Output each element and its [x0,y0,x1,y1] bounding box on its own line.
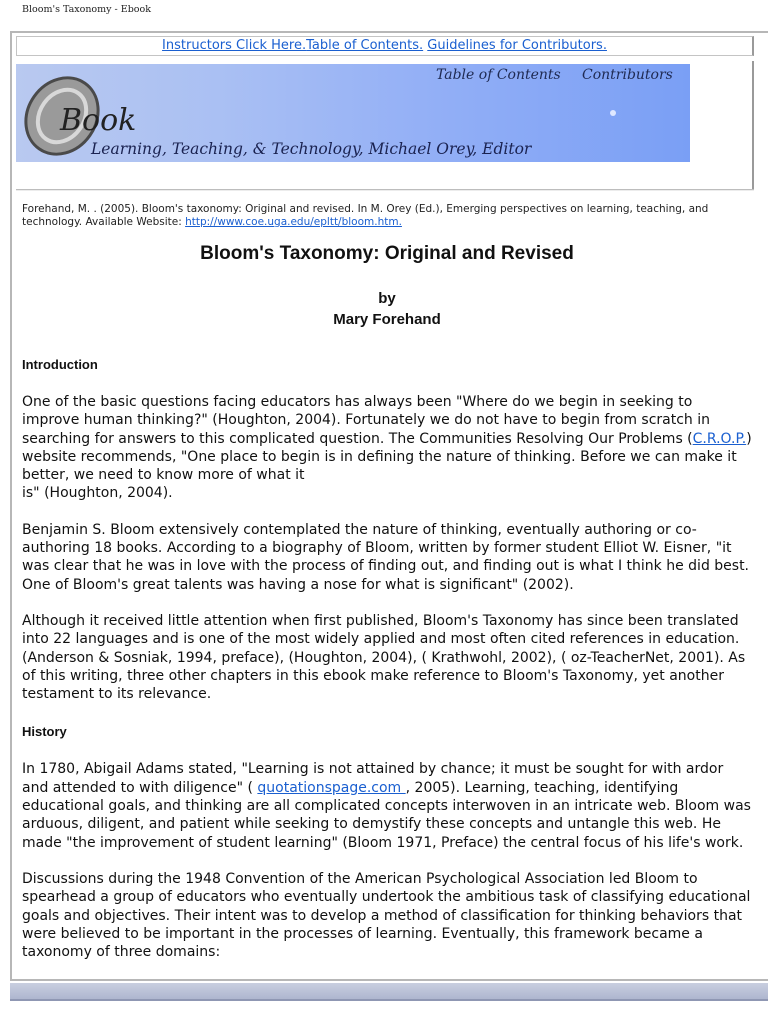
citation [22,203,752,229]
paragraph-1-c: is" (Houghton, 2004). [22,485,173,502]
banner-toc-link[interactable]: Table of Contents [436,67,561,83]
banner-tagline: Learning, Teaching, & Technology, Michael Orey, Editor [91,140,532,158]
banner-contributors-link[interactable]: Contributors [582,67,673,83]
guidelines-link[interactable]: Guidelines for Contributors. [427,38,607,53]
ebook-frame [10,31,768,981]
ebook-banner [16,64,690,162]
paragraph-4 [22,760,752,851]
article-body [22,203,752,961]
paragraph-1 [22,393,752,503]
intro-heading: Introduction [22,357,98,372]
divider [16,189,754,191]
sparkle-icon [608,108,618,118]
paragraph-1-b: ) website recommends, "One place to begin is in defining the nature of thinking. Before we can make it better, we need to know more of what it [22,430,752,484]
quotationspage-link[interactable]: quotationspage.com [257,779,406,796]
citation-text: Forehand, M. . (2005). Bloom's taxonomy: Original and revised. In M. Orey (Ed.), Emerging perspectives on learning, teaching, and technology. Available Website: [22,203,709,228]
page-title: Bloom's Taxonomy - Ebook [22,4,151,15]
paragraph-1-a: One of the basic questions facing educators has always been "Where do we begin in seeking to improve human thinking?" (Houghton, 2004). Fortunately we do not have to begin from scratch in searching for answers to this complicated question. The Communities Resolving Our Problems ( [22,394,711,447]
author-name: Mary Forehand [333,311,441,328]
banner-container [16,61,754,191]
top-nav [16,36,754,56]
crop-link[interactable]: C.R.O.P. [692,430,747,447]
bottom-bar [10,983,768,999]
by-label: by [378,290,396,307]
paragraph-2: Benjamin S. Bloom extensively contemplated the nature of thinking, eventually authoring or co-authoring 18 books. According to a biography of Bloom, written by former student Elliot W. Eisner, "it was clear that he was in love with the process of finding out, and finding out is what I think he did best. One of Bloom's great talents was having a nose for what is significant" (2002). [22,521,750,593]
paragraph-4-b: , 2005). Learning, teaching, identifying educational goals, and thinking are all complicated concepts interwoven in an intricate web. Bloom was arduous, diligent, and patient while seeking to demystify these concepts and untangle this web. He made "the improvement of student learning" (Bloom 1971, Preface) the central focus of his life's work. [22,779,751,851]
toc-nav-link[interactable]: Table of Contents. [306,38,424,53]
bottom-divider [10,999,768,1001]
logo-text: Book [60,103,137,138]
byline [22,288,752,330]
paragraph-4-a: In 1780, Abigail Adams stated, "Learning is not attained by chance; it must be sought for with ardor and attended to with diligence" ( [22,761,724,796]
paragraph-3: Although it received little attention when first published, Bloom's Taxonomy has since been translated into 22 languages and is one of the most widely applied and most often cited references in education. (Anderson & Sosniak, 1994, preface), (Houghton, 2004), ( Krathwohl, 2002), ( oz-TeacherNet, 2001). As of this writing, three other chapters in this ebook make reference to Bloom's Taxonomy, yet another testament to its relevance. [22,612,746,703]
history-heading: History [22,724,67,740]
paragraph-5: Discussions during the 1948 Convention of the American Psychological Association led Bloom to spearhead a group of educators who eventually undertook the ambitious task of classifying educational goals and objectives. Their intent was to develop a method of classification for thinking behaviors that were believed to be important in the processes of learning. Eventually, this framework became a taxonomy of three domains: [22,870,751,961]
instructors-link[interactable]: Instructors Click Here. [162,38,307,53]
citation-link[interactable]: http://www.coe.uga.edu/epltt/bloom.htm. [185,216,402,228]
article-title: Bloom's Taxonomy: Original and Revised [200,243,574,264]
